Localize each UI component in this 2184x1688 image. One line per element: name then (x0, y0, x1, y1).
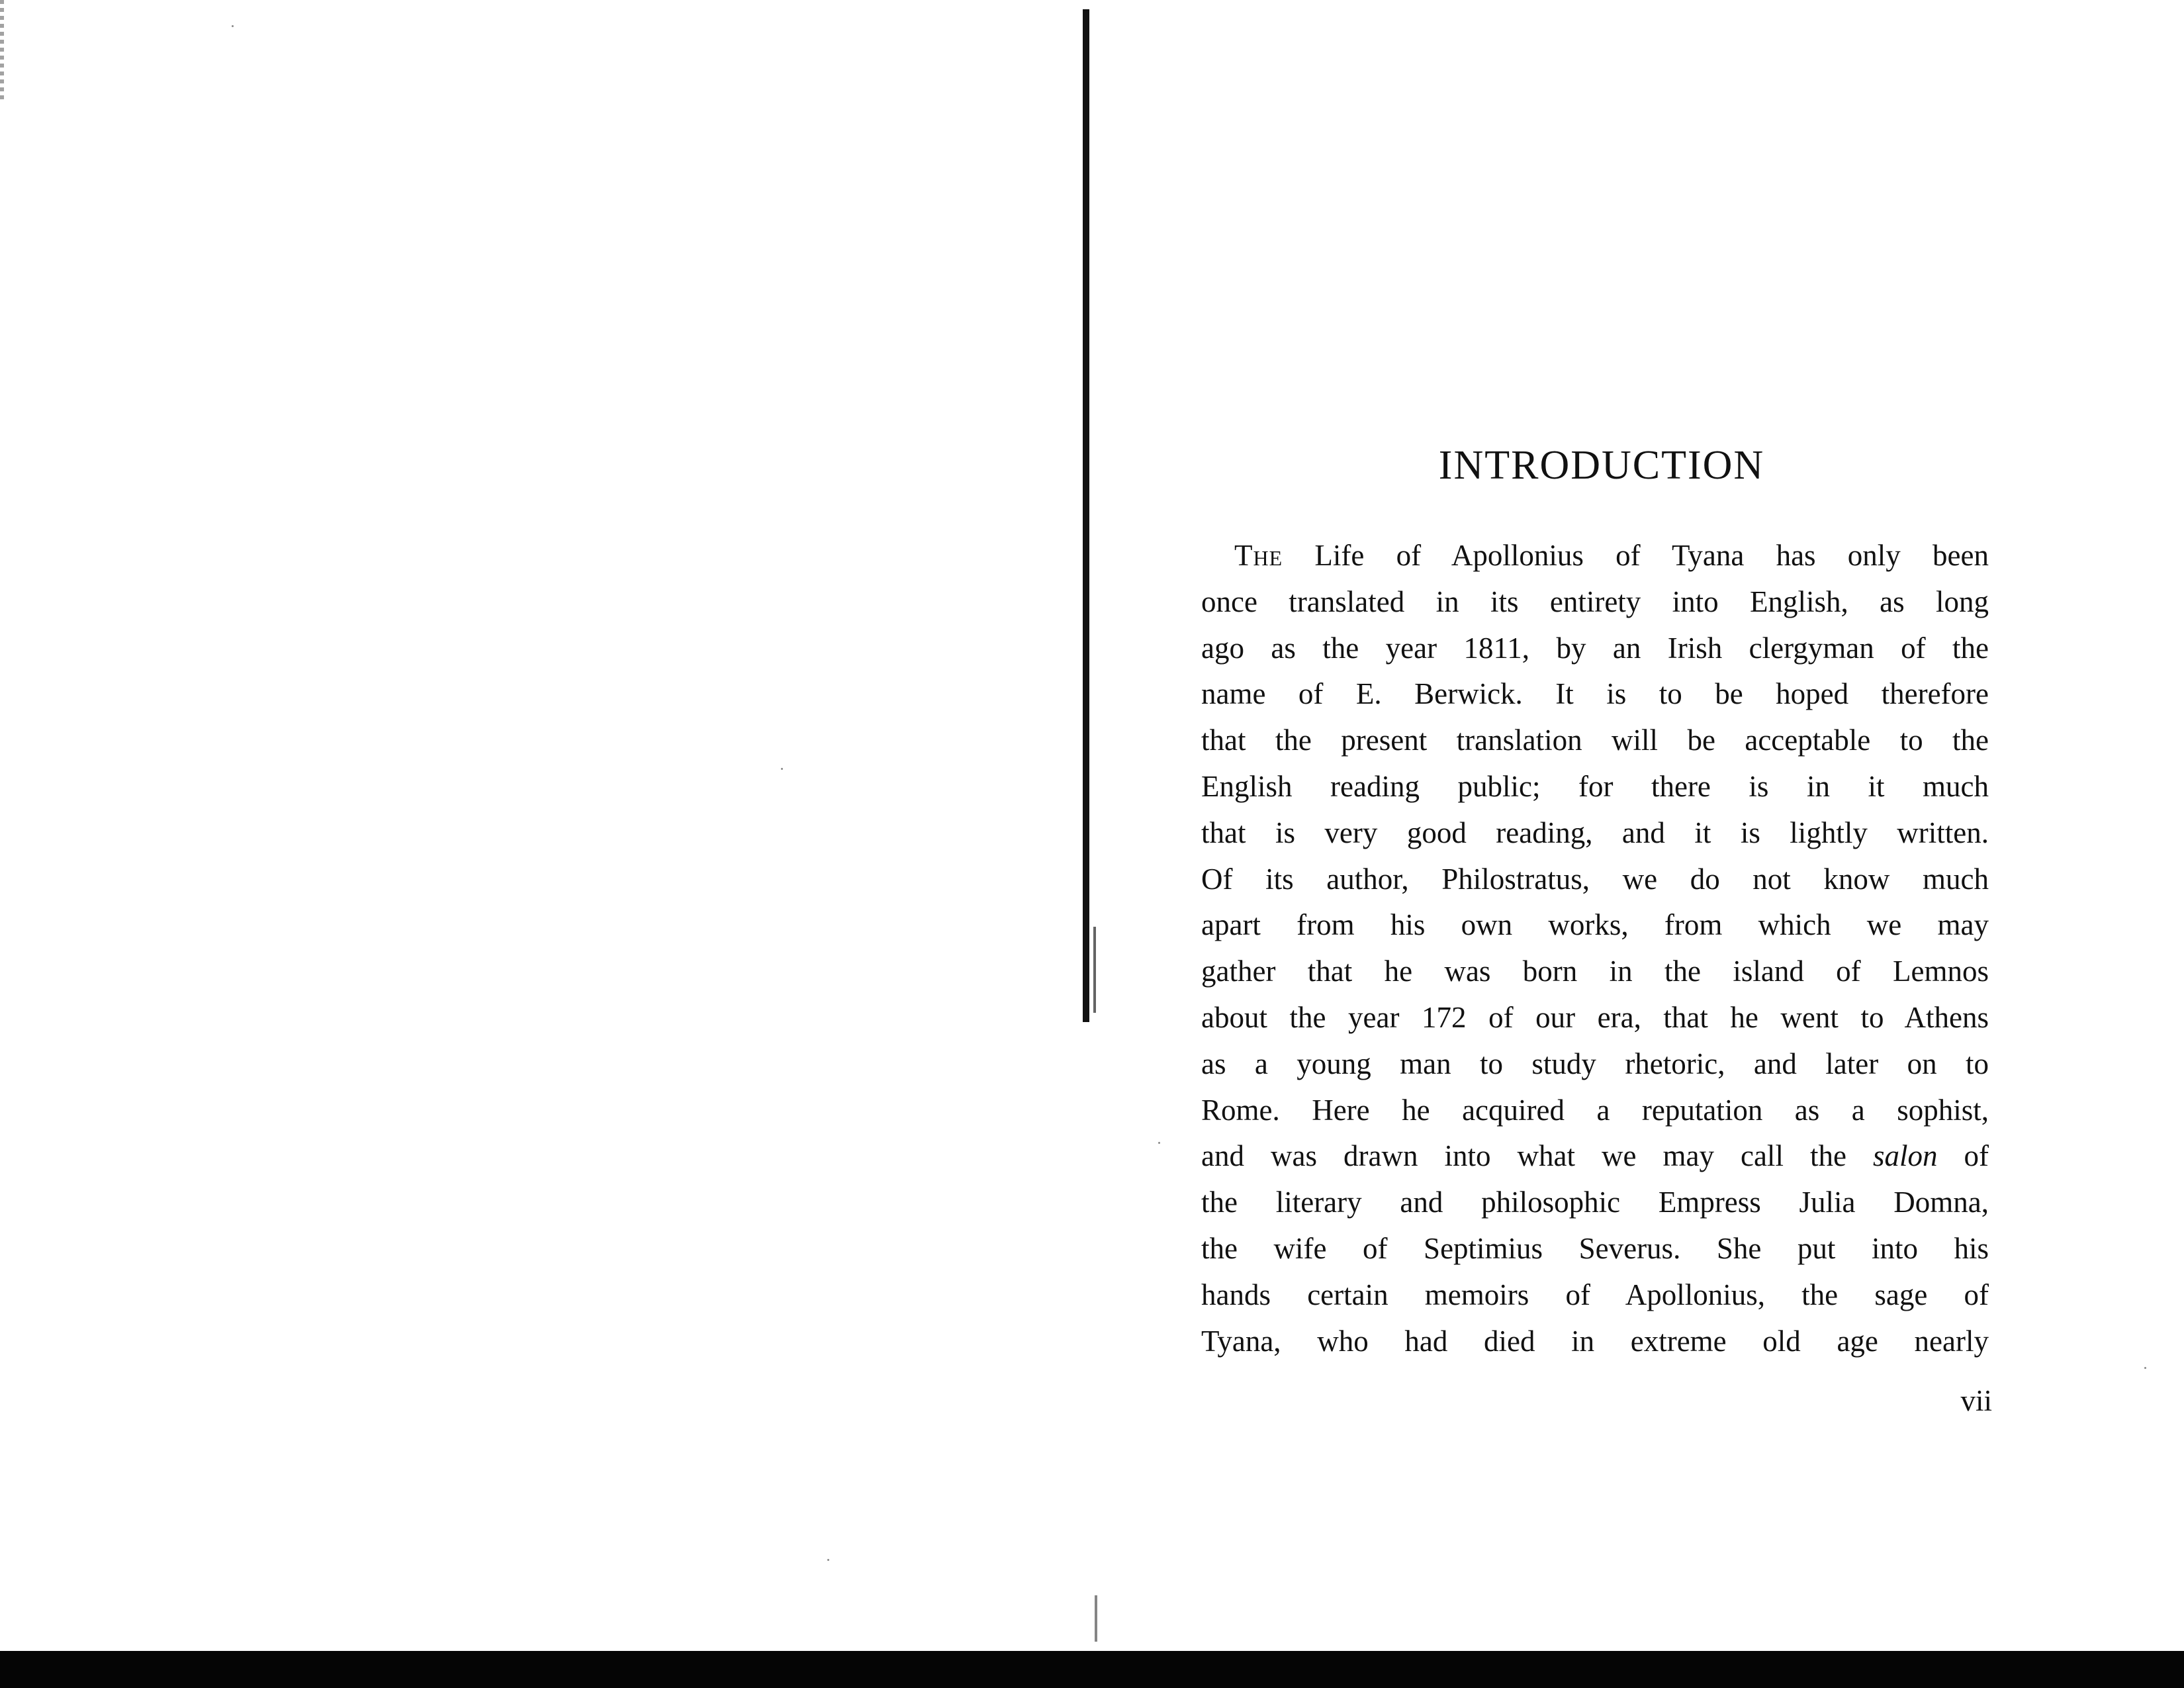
text-line: Tyana, who had died in extreme old age nearly (1201, 1324, 1989, 1358)
text-line: Rome. Here he acquired a reputation as a sophist, (1201, 1093, 1989, 1127)
text-line: Of its author, Philostratus, we do not know much (1201, 862, 1989, 896)
text-line: that the present translation will be acceptable to the (1201, 724, 1989, 757)
text-line: about the year 172 of our era, that he went to Athens (1201, 1000, 1989, 1034)
text-line: the wife of Septimius Severus. She put into his (1201, 1231, 1989, 1265)
left-page-edge (0, 0, 4, 99)
text-line (1201, 1133, 1989, 1180)
text-line: that is very good reading, and it is lightly written. (1201, 816, 1989, 849)
text-line-content: Life of Apollonius of Tyana has only been (1283, 539, 1989, 572)
text-line (1201, 533, 1989, 579)
italic-word: salon (1872, 1139, 1938, 1173)
paper-speck (232, 25, 234, 27)
text-line-content: and was drawn into what we may call the (1201, 1139, 1873, 1173)
chapter-title: INTRODUCTION (1438, 443, 1765, 488)
paper-speck (827, 1559, 829, 1561)
body-paragraph (1201, 533, 1989, 1364)
page-number: vii (1960, 1384, 1992, 1417)
paper-speck (781, 768, 783, 770)
text-line: apart from his own works, from which we may (1201, 908, 1989, 942)
gutter-shadow (1093, 927, 1096, 1013)
gutter-shadow (1095, 1595, 1097, 1642)
text-line: English reading public; for there is in it much (1201, 769, 1989, 803)
paper-speck (1158, 1142, 1160, 1144)
text-line: as a young man to study rhetoric, and later on to (1201, 1047, 1989, 1080)
text-line: name of E. Berwick. It is to be hoped therefore (1201, 677, 1989, 711)
text-line: the literary and philosophic Empress Julia Domna, (1201, 1186, 1989, 1219)
book-gutter (1083, 9, 1089, 1022)
scan-bottom-edge (0, 1651, 2184, 1688)
text-line: gather that he was born in the island of Lemnos (1201, 955, 1989, 988)
lead-word: The (1234, 539, 1283, 572)
text-line: ago as the year 1811, by an Irish clergyman of the (1201, 631, 1989, 665)
blank-left-page (0, 0, 1085, 1648)
text-line-tail: of (1937, 1139, 1989, 1173)
paper-speck (2144, 1367, 2146, 1369)
text-line: hands certain memoirs of Apollonius, the sage of (1201, 1278, 1989, 1311)
text-line: once translated in its entirety into English, as long (1201, 585, 1989, 618)
